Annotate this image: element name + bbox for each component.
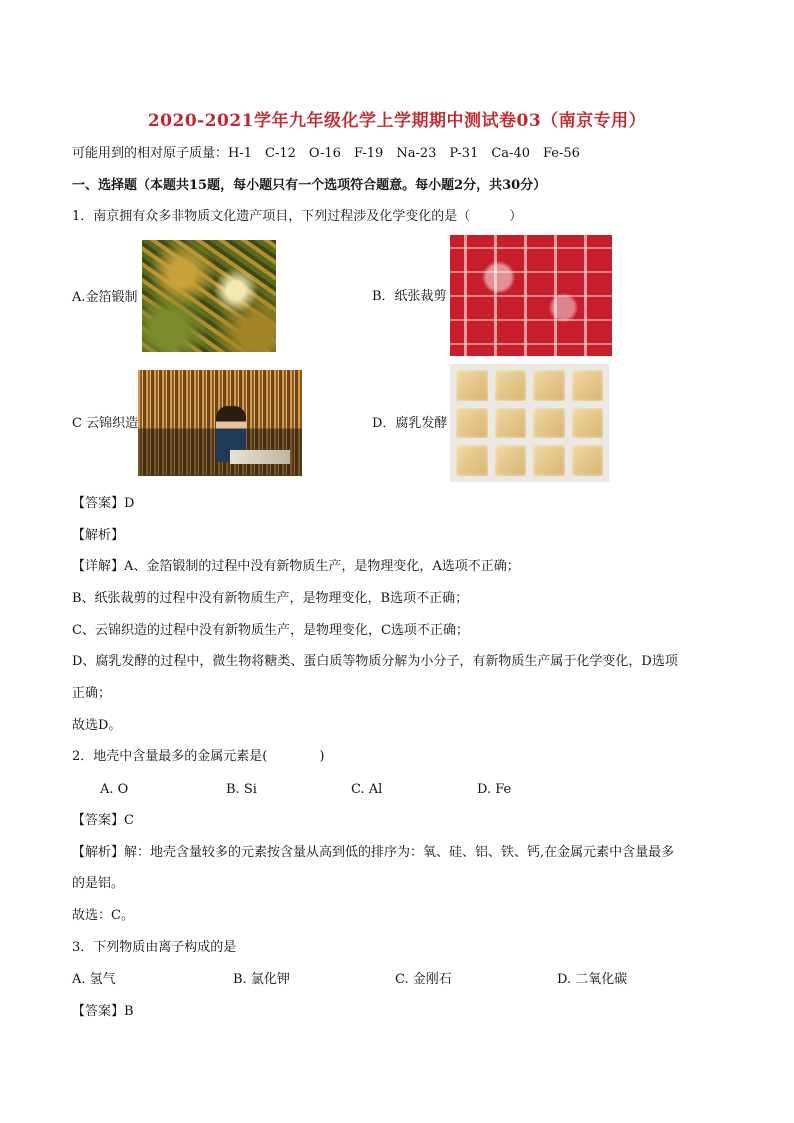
- q1-option-d: D．腐乳发酵: [372, 416, 448, 431]
- q1-detail-line: B、纸张裁剪的过程中没有新物质生产，是物理变化，B选项不正确；: [72, 591, 469, 606]
- q3-option: A. 氢气: [72, 972, 116, 987]
- q1-detail-line: 正确；: [72, 686, 112, 701]
- paper-cutting-image: [450, 235, 612, 356]
- q3-option: D. 二氧化碳: [557, 972, 628, 987]
- question-2-stem: 2．地壳中含量最多的金属元素是( ): [72, 749, 325, 764]
- q1-option-b: B．纸张裁剪: [372, 289, 447, 304]
- q1-analysis-label: 【解析】: [72, 528, 125, 543]
- section-heading: 一、选择题（本题共15题，每小题只有一个选项符合题意。每小题2分，共30分）: [72, 178, 547, 193]
- q1-conclusion: 故选D。: [72, 718, 122, 733]
- q2-conclusion: 故选：C。: [72, 908, 134, 923]
- q3-option: C. 金刚石: [395, 972, 452, 987]
- q2-option: B. Si: [226, 782, 257, 797]
- q2-answer: 【答案】C: [72, 813, 134, 828]
- q2-option: D. Fe: [477, 782, 512, 797]
- q1-option-c: C 云锦织造: [72, 416, 139, 431]
- question-3-stem: 3．下列物质由离子构成的是: [72, 940, 237, 955]
- page-title: 2020-2021学年九年级化学上学期期中测试卷03（南京专用）: [147, 111, 647, 131]
- q1-answer: 【答案】D: [72, 496, 135, 511]
- q3-answer: 【答案】B: [72, 1004, 134, 1019]
- brocade-weaving-image: [138, 370, 302, 476]
- atomic-masses: 可能用到的相对原子质量：H-1 C-12 O-16 F-19 Na-23 P-31 Ca-40 Fe-56: [72, 146, 580, 161]
- gold-foil-image: [142, 240, 276, 352]
- fermented-tofu-image: [450, 364, 609, 482]
- q1-option-a: A.金箔锻制: [72, 290, 138, 305]
- q2-analysis-line: 的是铝。: [72, 876, 125, 891]
- q1-detail-line: C、云锦织造的过程中没有新物质生产，是物理变化，C选项不正确；: [72, 623, 469, 638]
- q1-detail-line: D、腐乳发酵的过程中，微生物将糖类、蛋白质等物质分解为小分子，有新物质生产属于化学变化，D选项: [72, 654, 678, 669]
- q3-option: B. 氯化钾: [233, 972, 290, 987]
- q2-analysis-line: 【解析】解：地壳含量较多的元素按含量从高到低的排序为：氧、硅、铝、铁、钙,在金属元素中含量最多: [72, 845, 675, 860]
- question-1-stem: 1．南京拥有众多非物质文化遗产项目，下列过程涉及化学变化的是（ ）: [72, 209, 523, 224]
- q1-detail-line: 【详解】A、金箔锻制的过程中没有新物质生产，是物理变化，A选项不正确；: [72, 559, 520, 574]
- q2-option: A. O: [100, 782, 129, 797]
- q2-option: C. Al: [351, 782, 383, 797]
- brocade-cloth: [230, 450, 290, 464]
